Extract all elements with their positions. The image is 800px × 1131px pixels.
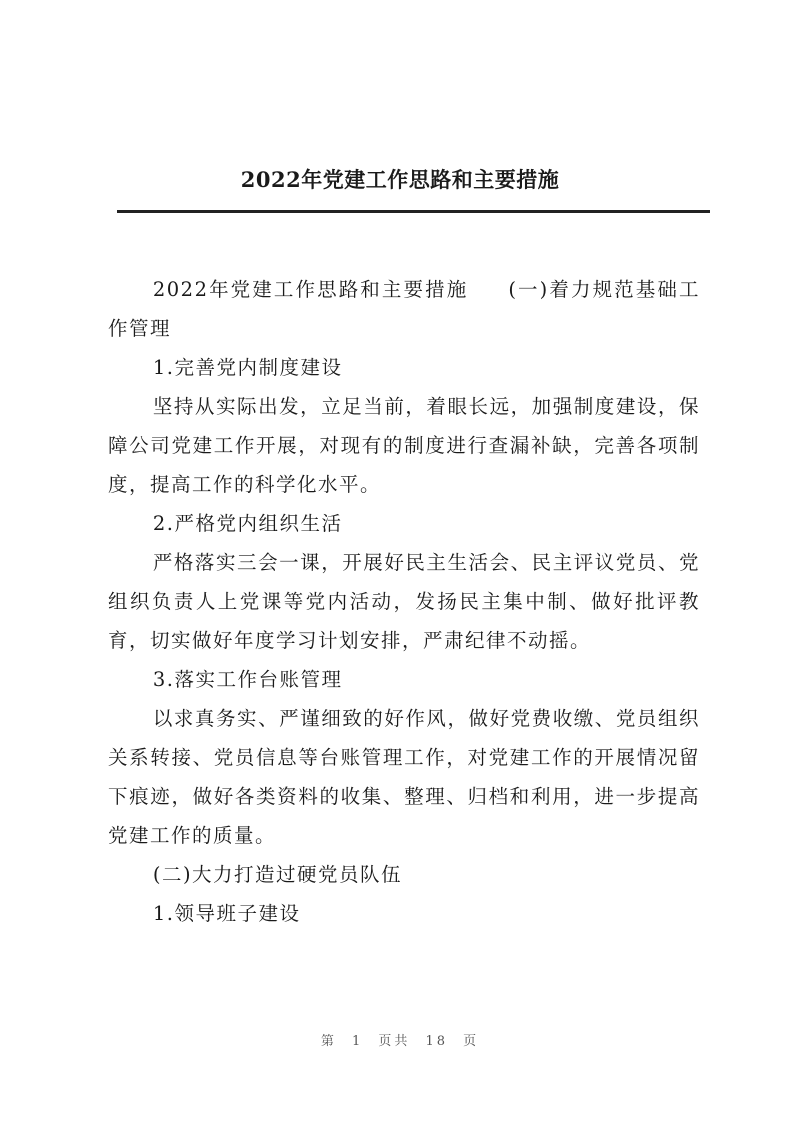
subheading-organization-life: 2.严格党内组织生活	[152, 512, 343, 535]
intro-section-heading: (一)着力规范基础工作管理	[108, 278, 700, 340]
subheading-leadership: 1.领导班子建设	[152, 902, 301, 925]
page-number-footer: 第 1 页共 18 页	[320, 1034, 480, 1049]
paragraph-organization-life: 严格落实三会一课，开展好民主生活会、民主评议党员、党组织负责人上党课等党内活动，发扬民主集中制、做好批评教育，切实做好年度学习计划安排，严肃纪律不动摇。	[108, 551, 700, 652]
subheading-system-building: 1.完善党内制度建设	[152, 356, 343, 379]
intro-title: 2022年党建工作思路和主要措施	[152, 278, 469, 301]
document-title: 2022年党建工作思路和主要措施	[240, 167, 560, 192]
intro-paragraph	[108, 270, 700, 348]
section-heading-team-building: (二)大力打造过硬党员队伍	[152, 863, 403, 886]
paragraph-system-building: 坚持从实际出发，立足当前，着眼长远，加强制度建设，保障公司党建工作开展，对现有的制度进行查漏补缺，完善各项制度，提高工作的科学化水平。	[108, 395, 700, 496]
subheading-ledger-management: 3.落实工作台账管理	[152, 668, 343, 691]
document-body	[108, 270, 700, 933]
paragraph-ledger-management: 以求真务实、严谨细致的好作风，做好党费收缴、党员组织关系转接、党员信息等台账管理工作，对党建工作的开展情况留下痕迹，做好各类资料的收集、整理、归档和利用，进一步提高党建工作的质量。	[108, 707, 700, 847]
title-underline	[117, 210, 710, 213]
